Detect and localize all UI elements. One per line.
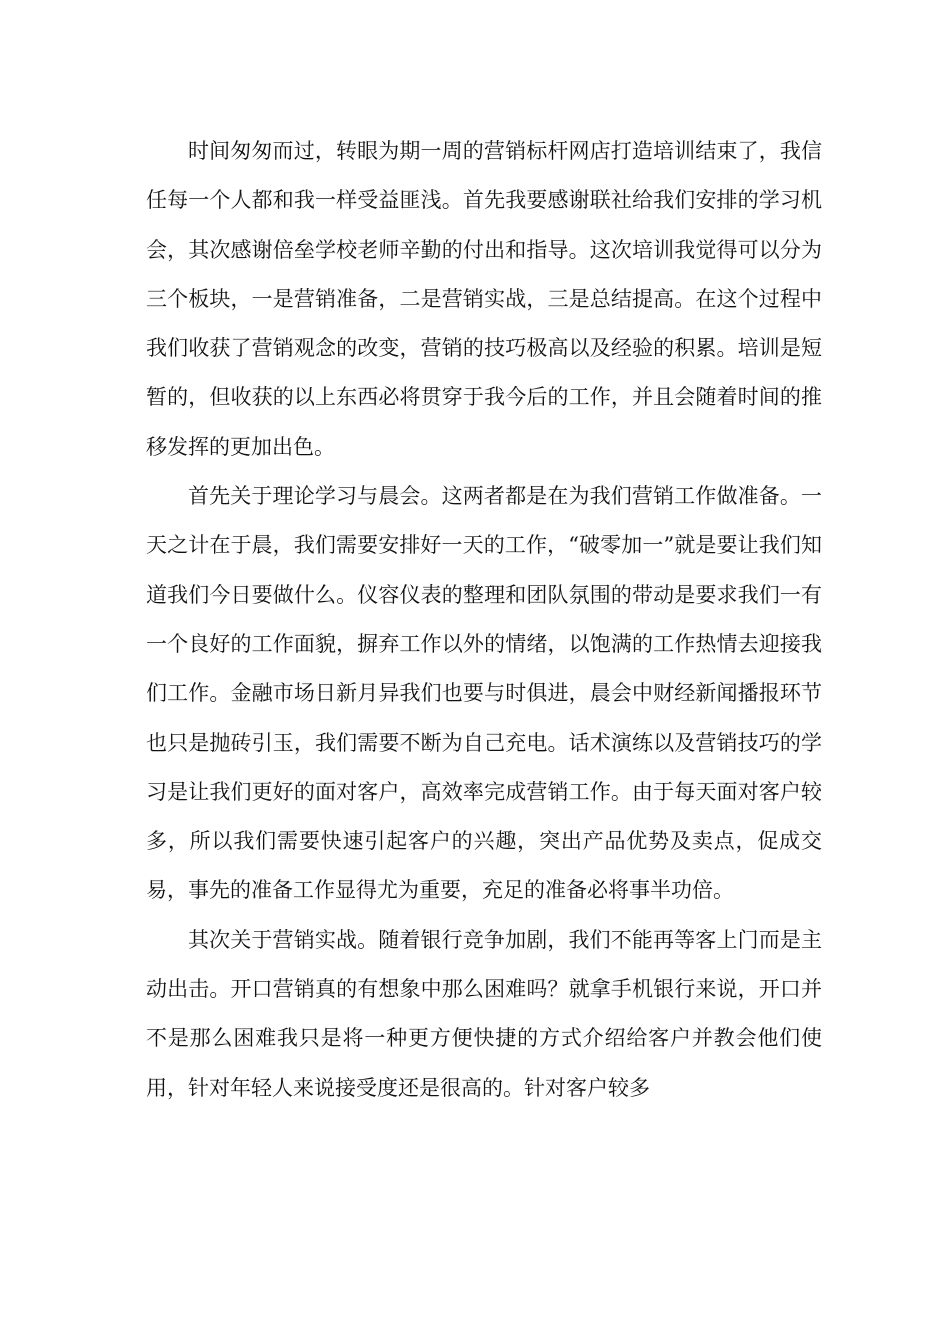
paragraph-3: 其次关于营销实战。随着银行竞争加剧，我们不能再等客上门而是主动出击。开口营销真的有想象中那么困难吗？就拿手机银行来说，开口并不是那么困难我只是将一种更方便快捷的方式介绍给客户并教会他们使用，针对年轻人来说接受度还是很高的。针对客户较多 [146, 927, 822, 1100]
paragraph-2: 首先关于理论学习与晨会。这两者都是在为我们营销工作做准备。一天之计在于晨，我们需要安排好一天的工作，“破零加一”就是要让我们知道我们今日要做什么。仪容仪表的整理和团队氛围的带动是要求我们一有一个良好的工作面貌，摒弃工作以外的情绪，以饱满的工作热情去迎接我们工作。金融市场日新月异我们也要与时俱进，晨会中财经新闻播报环节也只是抛砖引玉，我们需要不断为自己充电。话术演练以及营销技巧的学习是让我们更好的面对客户，高效率完成营销工作。由于每天面对客户较多，所以我们需要快速引起客户的兴趣，突出产品优势及卖点，促成交易，事先的准备工作显得尤为重要，充足的准备必将事半功倍。 [146, 484, 822, 903]
paragraph-1: 时间匆匆而过，转眼为期一周的营销标杆网店打造培训结束了，我信任每一个人都和我一样受益匪浅。首先我要感谢联社给我们安排的学习机会，其次感谢倍垒学校老师辛勤的付出和指导。这次培训我觉得可以分为三个板块，一是营销准备，二是营销实战，三是总结提高。在这个过程中我们收获了营销观念的改变，营销的技巧极高以及经验的积累。培训是短暂的，但收获的以上东西必将贯穿于我今后的工作，并且会随着时间的推移发挥的更加出色。 [146, 139, 822, 459]
document-body [146, 127, 822, 1113]
